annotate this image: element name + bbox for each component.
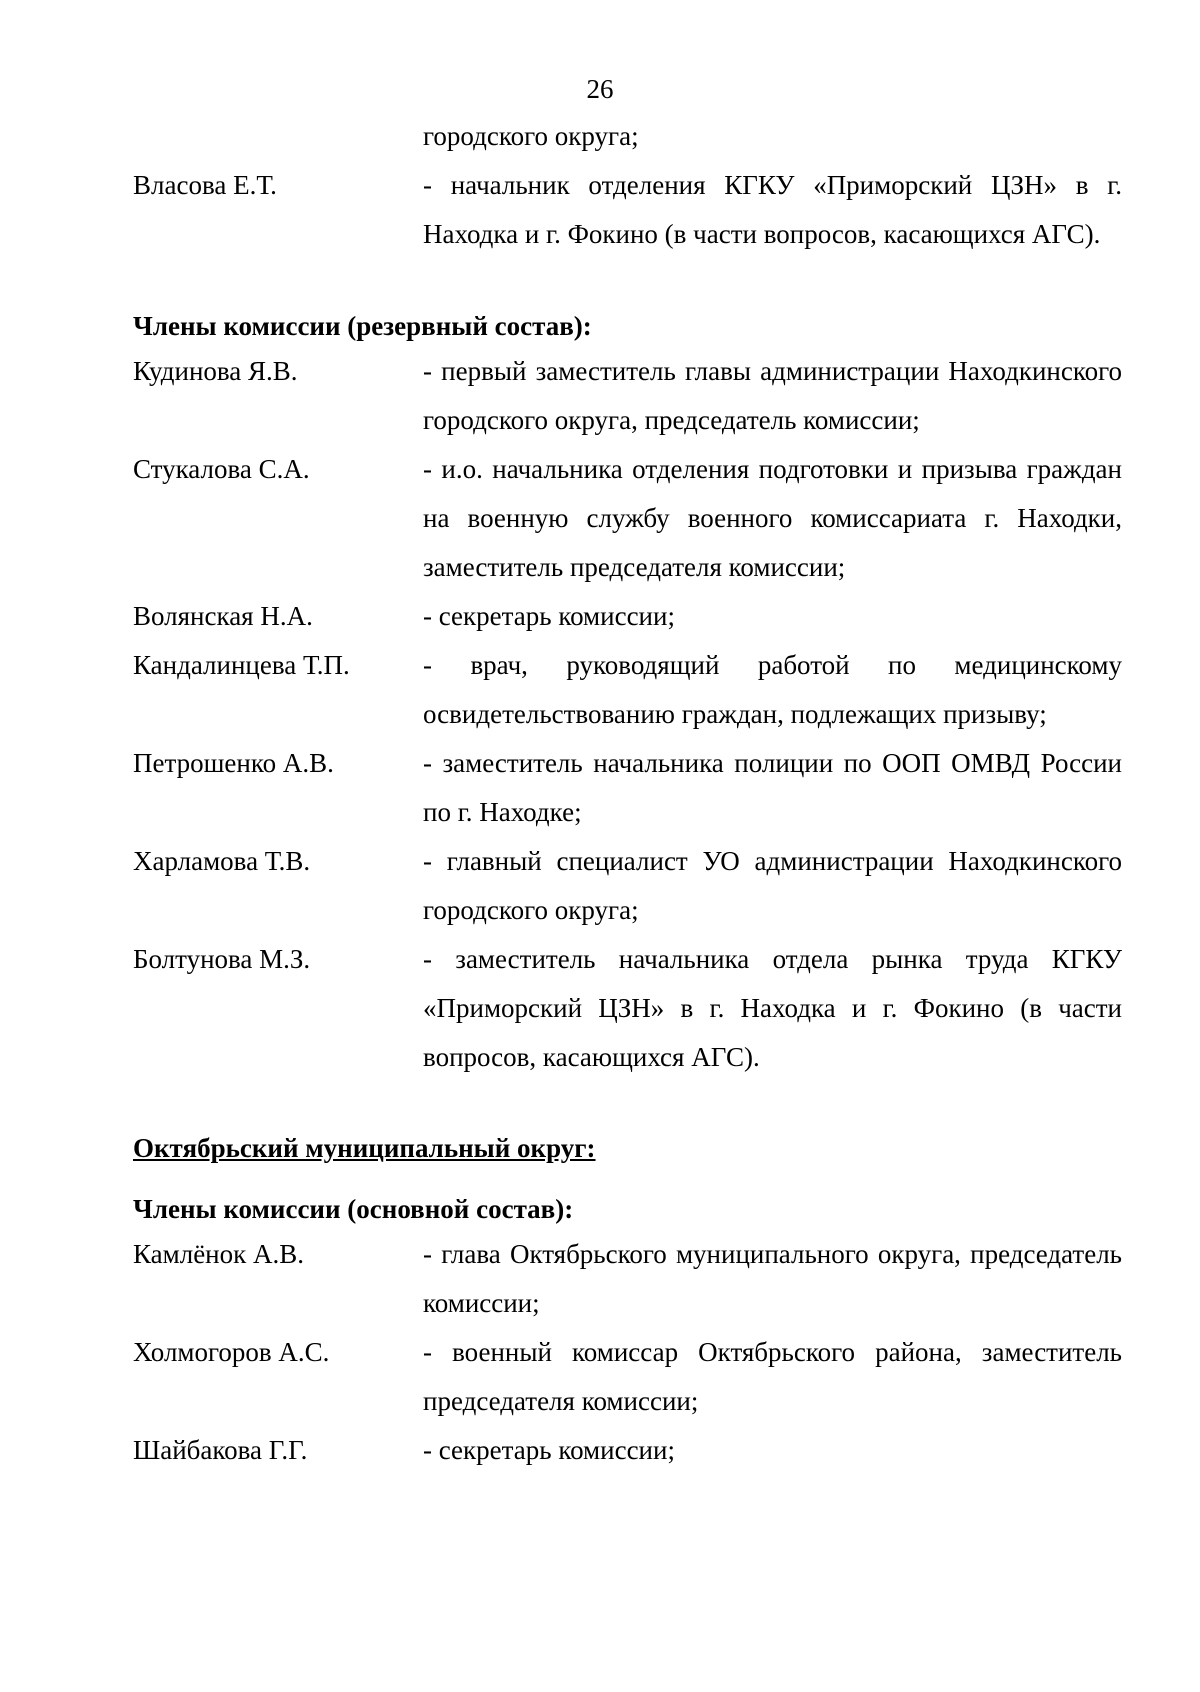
member-row (133, 837, 1122, 935)
member-name: Стукалова С.А. (133, 454, 310, 484)
member-name: Кандалинцева Т.П. (133, 650, 350, 680)
member-name: Шайбакова Г.Г. (133, 1435, 308, 1465)
member-name: Болтунова М.З. (133, 944, 311, 974)
spacer (133, 1173, 1122, 1185)
reserve-members-list (133, 347, 1122, 1082)
member-description: - начальник отделения КГКУ «Приморский ЦЗН» в г. Находка и г. Фокино (в части вопросов, касающихся АГС). (423, 170, 1122, 249)
member-description: - военный комиссар Октябрьского района, заместитель председателя комиссии; (423, 1337, 1122, 1416)
member-description: - секретарь комиссии; (423, 601, 675, 631)
member-row (133, 1328, 1122, 1426)
member-name: Волянская Н.А. (133, 601, 313, 631)
member-name: Харламова Т.В. (133, 846, 311, 876)
member-row (133, 1426, 1122, 1475)
member-description: - секретарь комиссии; (423, 1435, 675, 1465)
member-name: Петрошенко А.В. (133, 748, 334, 778)
member-description: - главный специалист УО администрации Находкинского городского округа; (423, 846, 1122, 925)
member-row (133, 592, 1122, 641)
member-row (133, 347, 1122, 445)
member-name: Камлёнок А.В. (133, 1239, 305, 1269)
member-name: Кудинова Я.В. (133, 356, 298, 386)
continuation-text: городского округа; (423, 121, 639, 151)
member-name: Холмогоров А.С. (133, 1337, 330, 1367)
document-body (133, 112, 1122, 1475)
spacer (133, 259, 1122, 308)
member-description: - заместитель начальника полиции по ООП ОМВД России по г. Находке; (423, 748, 1122, 827)
page-number: 26 (586, 74, 614, 104)
member-description: - заместитель начальника отдела рынка труда КГКУ «Приморский ЦЗН» в г. Находка и г. Фокино (в части вопросов, касающихся АГС). (423, 944, 1122, 1072)
member-description: - глава Октябрьского муниципального округа, председатель комиссии; (423, 1239, 1122, 1318)
reserve-heading: Члены комиссии (резервный состав): (133, 311, 592, 341)
member-row (133, 935, 1122, 1082)
spacer (133, 1082, 1122, 1124)
member-name: Власова Е.Т. (133, 170, 277, 200)
member-row-vlasova (133, 161, 1122, 259)
member-description: - врач, руководящий работой по медицинскому освидетельствованию граждан, подлежащих призыву; (423, 650, 1122, 729)
member-row (133, 445, 1122, 592)
member-row (133, 1230, 1122, 1328)
main-members-list (133, 1230, 1122, 1475)
member-description: - первый заместитель главы администрации Находкинского городского округа, председатель комиссии; (423, 356, 1122, 435)
member-description: - и.о. начальника отделения подготовки и призыва граждан на военную службу военного комиссариата г. Находки, заместитель председателя комиссии; (423, 454, 1122, 582)
main-heading: Члены комиссии (основной состав): (133, 1194, 574, 1224)
district-heading: Октябрьский муниципальный округ: (133, 1133, 596, 1163)
member-row (133, 739, 1122, 837)
member-row (133, 641, 1122, 739)
